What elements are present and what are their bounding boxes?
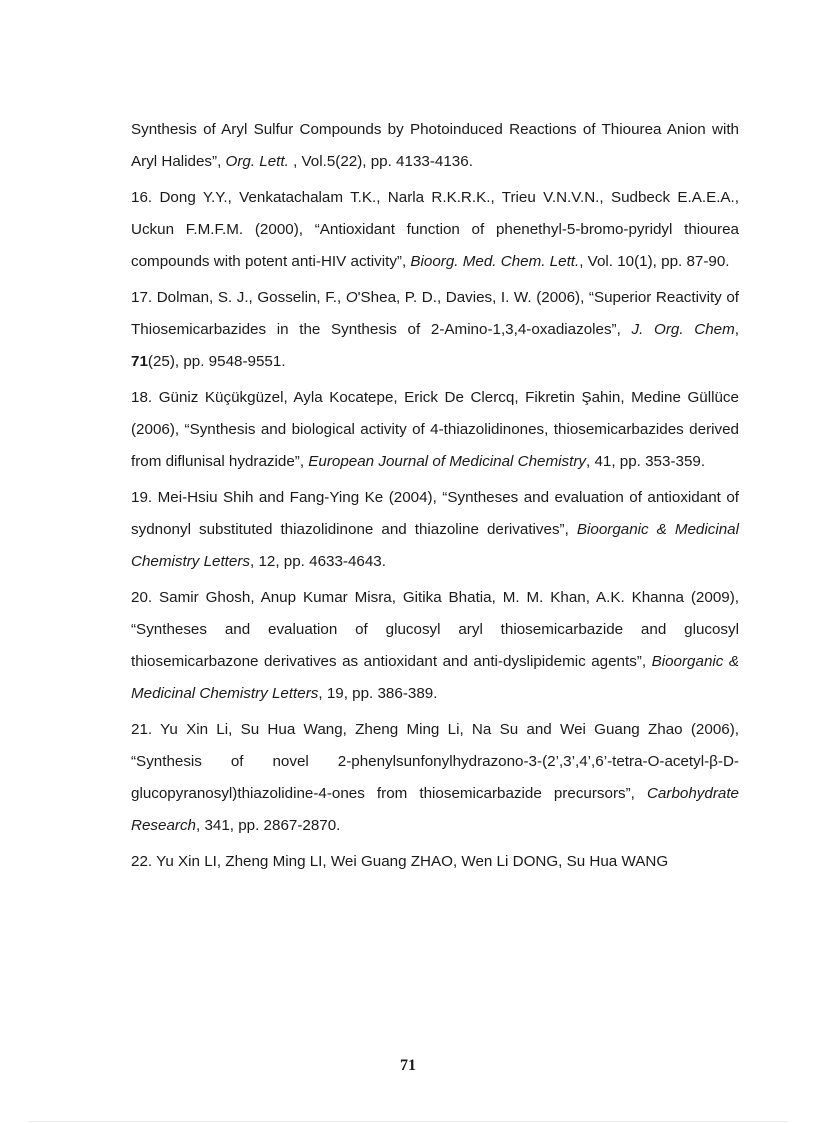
reference-text: , 12, pp. 4633-4643. — [250, 553, 386, 570]
reference-text: Mei-Hsiu Shih and Fang-Ying Ke (2004), “Syntheses and evaluation of antioxidant of sydnonyl substituted thiazolidinone and thiazoline derivatives”, — [131, 489, 739, 538]
journal-name: Bioorganic & Medicinal Chemistry Letters — [131, 521, 739, 570]
reference-number: 18. — [131, 389, 153, 406]
reference-number: 22. — [131, 853, 153, 870]
reference-entry — [131, 482, 739, 578]
reference-text: Dong Y.Y., Venkatachalam T.K., Narla R.K.R.K., Trieu V.N.V.N., Sudbeck E.A.E.A., Uckun F.M.F.M. (2000), “Antioxidant function of phenethyl-5-bromo-pyridyl thiourea compounds with potent anti-HIV activity”, — [131, 189, 739, 270]
reference-text: 'Shea, P. D., Davies, I. W. (2006), “Superior Reactivity of Thiosemicarbazides in the Synthesis of 2-Amino-1,3,4-oxadiazoles”, — [131, 289, 739, 338]
reference-text: Güniz Küçükgüzel, Ayla Kocatepe, Erick De Clercq, Fikretin Şahin, Medine Güllüce (2006), “Synthesis and biological activity of 4-thiazolidinones, thiosemicarbazides derived from diflunisal hydrazide”, — [131, 389, 739, 470]
reference-text: Synthesis of Aryl Sulfur Compounds by Photoinduced Reactions of Thiourea Anion with Aryl Halides”, — [131, 121, 739, 170]
reference-entry — [131, 382, 739, 478]
reference-text: , — [734, 321, 739, 338]
reference-number: 21. — [131, 721, 153, 738]
page-number: 71 — [400, 1057, 416, 1074]
reference-entry — [131, 846, 739, 878]
reference-text: O — [345, 289, 358, 306]
reference-list — [131, 114, 739, 882]
reference-entry — [131, 714, 739, 842]
page-bottom-rule — [28, 1121, 788, 1122]
journal-name: Bioorg. Med. Chem. Lett. — [410, 253, 580, 270]
reference-text: Samir Ghosh, Anup Kumar Misra, Gitika Bhatia, M. M. Khan, A.K. Khanna (2009), “Syntheses and evaluation of glucosyl aryl thiosemicarbazide and glucosyl thiosemicarbazone derivatives as antioxidant and anti-dyslipidemic agents”, — [131, 589, 739, 670]
reference-number: 17. — [131, 289, 153, 306]
reference-number: 19. — [131, 489, 153, 506]
reference-text: (25), pp. 9548-9551. — [147, 353, 286, 370]
reference-entry — [131, 114, 739, 178]
reference-text: , 341, pp. 2867-2870. — [196, 817, 341, 834]
reference-number: 16. — [131, 189, 153, 206]
reference-entry — [131, 282, 739, 378]
reference-text: , Vol. 10(1), pp. 87-90. — [579, 253, 730, 270]
reference-text: , 41, pp. 353-359. — [586, 453, 706, 470]
journal-name: Carbohydrate Research — [131, 785, 739, 834]
reference-number: 20. — [131, 589, 153, 606]
reference-text: , Vol.5(22), pp. 4133-4136. — [288, 153, 473, 170]
reference-entry — [131, 582, 739, 710]
journal-name: Org. Lett. — [225, 153, 289, 170]
journal-name: J. Org. Chem — [631, 321, 735, 338]
reference-text: , 19, pp. 386-389. — [318, 685, 438, 702]
reference-text: Dolman, S. J., Gosselin, F., — [156, 289, 346, 306]
reference-text: Yu Xin Li, Su Hua Wang, Zheng Ming Li, Na Su and Wei Guang Zhao (2006), “Synthesis of novel 2-phenylsunfonylhydrazono-3-(2’,3’,4’,6’-tetra-O-acetyl-β-D-glucopyranosyl)thiazolidine-4-ones from thiosemicarbazide precursors”, — [131, 721, 739, 802]
volume-number: 71 — [131, 353, 148, 370]
journal-name: Bioorganic & Medicinal Chemistry Letters — [131, 653, 739, 702]
journal-name: European Journal of Medicinal Chemistry — [308, 453, 586, 470]
reference-text: Yu Xin LI, Zheng Ming LI, Wei Guang ZHAO, Wen Li DONG, Su Hua WANG — [156, 853, 669, 870]
reference-entry — [131, 182, 739, 278]
